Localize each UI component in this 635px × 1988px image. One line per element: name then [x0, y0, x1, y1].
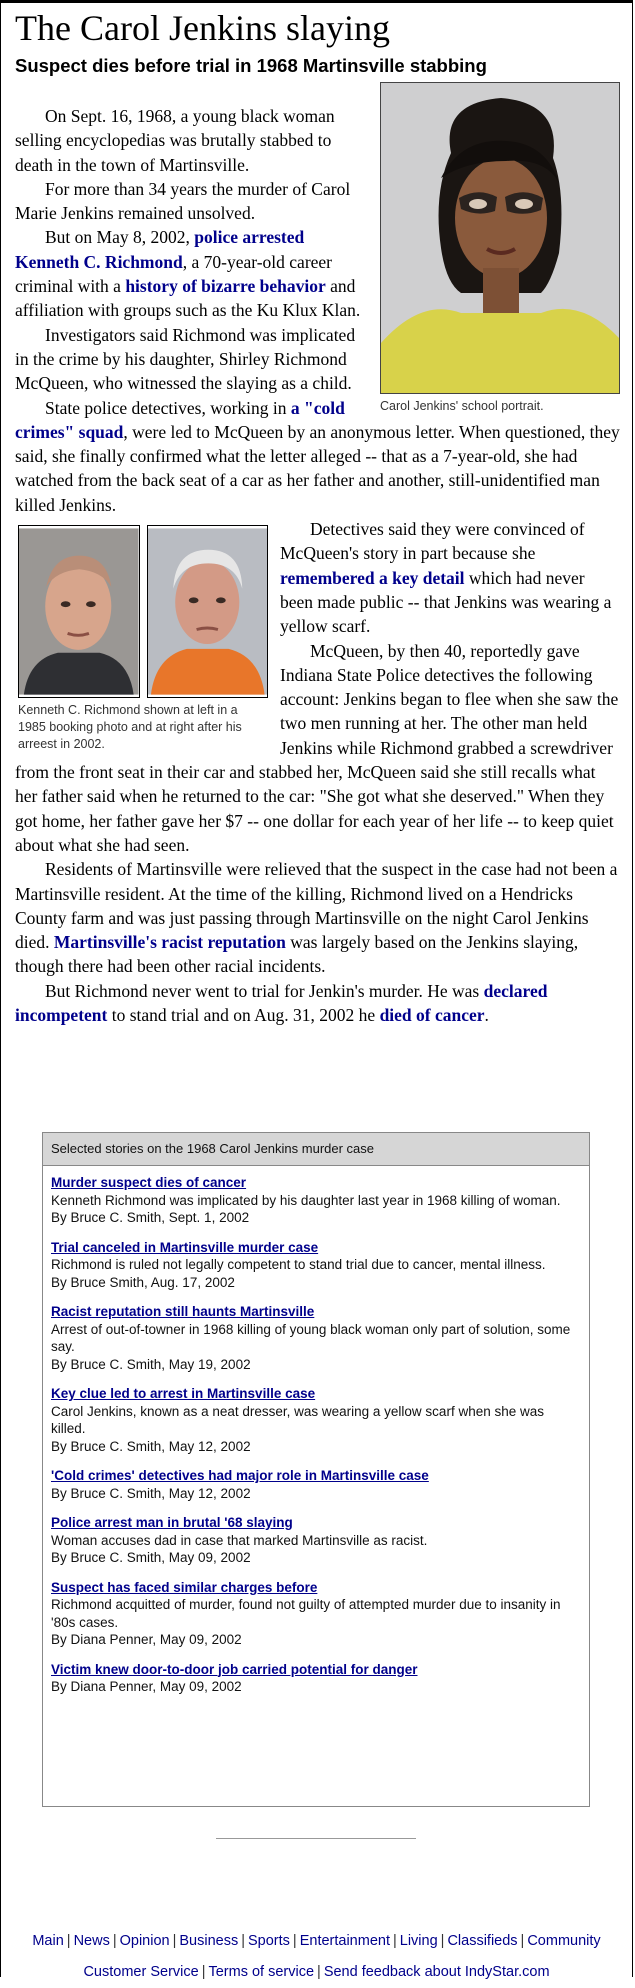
paragraph: Investigators said Richmond was implicated in the crime by his daughter, Shirley Richmond McQueen, who witnessed the slaying as a child. [15, 324, 356, 394]
paragraph: But on May 8, 2002, police arrested Kenneth C. Richmond, a 70-year-old career criminal with a history of bizarre behavior and affiliation with groups such as the Ku Klux Klan. [15, 227, 361, 321]
story-byline: By Bruce C. Smith, May 09, 2002 [51, 1550, 251, 1565]
carol-portrait-figure [380, 82, 620, 415]
story-title-link[interactable]: Trial canceled in Martinsville murder case [51, 1239, 319, 1255]
richmond-1985-booking-photo [18, 525, 140, 698]
story-title-link[interactable]: Suspect has faced similar charges before [51, 1579, 318, 1595]
footer-link-business[interactable]: Business [179, 1933, 239, 1949]
footer-link-community[interactable]: Community [527, 1933, 601, 1949]
story-byline: By Bruce Smith, Aug. 17, 2002 [51, 1274, 235, 1290]
footer-link-living[interactable]: Living [399, 1933, 438, 1949]
story-description: Arrest of out-of-towner in 1968 killing of young black woman only part of solution, some say. [51, 1321, 571, 1354]
story-item [43, 1385, 589, 1455]
story-item [43, 1514, 589, 1567]
page-subtitle: Suspect dies before trial in 1968 Martinsville stabbing [15, 55, 487, 76]
footer-separator: | [112, 1933, 117, 1949]
footer-separator: | [66, 1933, 71, 1949]
story-title-link[interactable]: Racist reputation still haunts Martinsville [51, 1304, 315, 1319]
paragraph: McQueen, by then 40, reportedly gave Indiana State Police detectives the following account: Jenkins began to flee when she saw the two men running at her. The other man held Jenkins while Richmond grabbed a screwdriver from the front seat in their car and stabbed her, McQueen said she still recalls what her father said when he returned to the car: "She got what she deserved." When they got home, her father gave her $7 -- one dollar for each year of her life -- to keep quiet about what she had seen. [15, 640, 619, 855]
footer-link-sports[interactable]: Sports [248, 1933, 290, 1949]
bizarre-behavior-link[interactable]: history of bizarre behavior [125, 276, 326, 297]
footer-link-news[interactable]: News [73, 1933, 110, 1949]
story-description: Richmond acquitted of murder, found not guilty of attempted murder due to insanity in '80s cases. [51, 1597, 561, 1630]
paragraph: On Sept. 16, 1968, a young black woman selling encyclopedias was brutally stabbed to death in the town of Martinsville. [15, 106, 335, 175]
paragraph: For more than 34 years the murder of Carol Marie Jenkins remained unsolved. [15, 178, 351, 224]
footer-link-entertainment[interactable]: Entertainment [299, 1933, 390, 1949]
story-item [43, 1579, 589, 1649]
story-description: Woman accuses dad in case that marked Martinsville as racist. [51, 1532, 428, 1548]
footer-separator: | [292, 1933, 297, 1949]
footer-separator: | [241, 1933, 245, 1949]
story-byline: By Bruce C. Smith, May 12, 2002 [51, 1438, 251, 1454]
racist-reputation-link[interactable]: Martinsville's racist reputation [53, 932, 286, 953]
footer-separator: | [440, 1933, 445, 1949]
story-item [43, 1467, 589, 1502]
footer-link-customer-service[interactable]: Customer Service [83, 1964, 199, 1980]
footer-link-terms-of-service[interactable]: Terms of service [208, 1964, 315, 1980]
footer-link-send-feedback-about-indystar-com[interactable]: Send feedback about IndyStar.com [323, 1964, 550, 1980]
paragraph: But Richmond never went to trial for Jenkin's murder. He was declared incompetent to stand trial and on Aug. 31, 2002 he died of cancer. [15, 980, 548, 1025]
footer-separator: | [172, 1933, 177, 1949]
story-title-link[interactable]: Murder suspect dies of cancer [51, 1175, 247, 1190]
paragraph: Detectives said they were convinced of McQueen's story in part because she remembered a key detail which had never been made public -- that Jenkins was wearing a yellow scarf. [280, 519, 612, 637]
footer-nav-secondary [0, 1957, 633, 1988]
footer-link-main[interactable]: Main [32, 1933, 64, 1949]
story-byline: By Bruce C. Smith, Sept. 1, 2002 [51, 1210, 250, 1225]
richmond-photos-caption: Kenneth C. Richmond shown at left in a 1985 booking photo and at right after his arreest in 2002. [18, 703, 242, 752]
story-description: Kenneth Richmond was implicated by his daughter last year in 1968 killing of woman. [51, 1192, 561, 1208]
story-item [43, 1303, 589, 1373]
story-title-link[interactable]: Victim knew door-to-door job carried potential for danger [51, 1661, 418, 1677]
footer-nav-primary [0, 1926, 633, 1957]
died-of-cancer-link[interactable]: died of cancer [379, 1004, 485, 1025]
story-description: Richmond is ruled not legally competent to stand trial due to cancer, mental illness. [51, 1257, 546, 1272]
story-byline: By Bruce C. Smith, May 19, 2002 [51, 1356, 251, 1372]
richmond-2002-arrest-photo [147, 525, 269, 698]
story-byline: By Diana Penner, May 09, 2002 [51, 1632, 242, 1647]
cold-crimes-squad-link[interactable]: a "cold crimes" squad [15, 397, 345, 442]
story-item [43, 1239, 589, 1292]
article-body [15, 104, 620, 1027]
related-stories-box [42, 1132, 590, 1807]
police-arrested-link[interactable]: police arrested Kenneth C. Richmond [15, 227, 305, 272]
footer-link-classifieds[interactable]: Classifieds [447, 1933, 518, 1949]
paragraph: Residents of Martinsville were relieved that the suspect in the case had not been a Martinsville resident. At the time of the killing, Richmond lived on a Hendricks County farm and was just passing through Martinsville on the night Carol Jenkins died. Martinsville's racist reputation was largely based on the Jenkins slaying, though there had been other racial incidents. [15, 859, 618, 977]
carol-jenkins-portrait-photo [380, 82, 620, 394]
key-detail-link[interactable]: remembered a key detail [280, 567, 465, 588]
related-stories-header: Selected stories on the 1968 Carol Jenkins murder case [43, 1133, 589, 1166]
richmond-photos-figure [18, 525, 268, 753]
story-item [43, 1174, 589, 1227]
footer-link-opinion[interactable]: Opinion [119, 1933, 170, 1949]
footer-separator: | [392, 1933, 397, 1949]
story-title-link[interactable]: 'Cold crimes' detectives had major role in Martinsville case [51, 1468, 429, 1483]
related-stories-list [43, 1174, 589, 1696]
paragraph: State police detectives, working in a "cold crimes" squad, were led to McQueen by an anonymous letter. When questioned, they said, she finally confirmed what the letter alleged -- that as a 7-year-old, she had watched from the back seat of a car as her father and another, still-unidentified man killed Jenkins. [15, 397, 620, 515]
footer-separator: | [201, 1964, 206, 1980]
divider [216, 1838, 416, 1839]
story-title-link[interactable]: Key clue led to arrest in Martinsville case [51, 1386, 316, 1401]
footer-separator: | [520, 1933, 525, 1949]
carol-portrait-caption: Carol Jenkins' school portrait. [380, 399, 544, 413]
story-description: Carol Jenkins, known as a neat dresser, was wearing a yellow scarf when she was killed. [51, 1403, 544, 1436]
page-title: The Carol Jenkins slaying [15, 8, 390, 48]
story-byline: By Bruce C. Smith, May 12, 2002 [51, 1485, 251, 1501]
footer-separator: | [317, 1964, 321, 1980]
declared-incompetent-link[interactable]: declared incompetent [15, 980, 548, 1025]
story-item [43, 1661, 589, 1696]
story-byline: By Diana Penner, May 09, 2002 [51, 1679, 242, 1694]
story-title-link[interactable]: Police arrest man in brutal '68 slaying [51, 1515, 293, 1530]
